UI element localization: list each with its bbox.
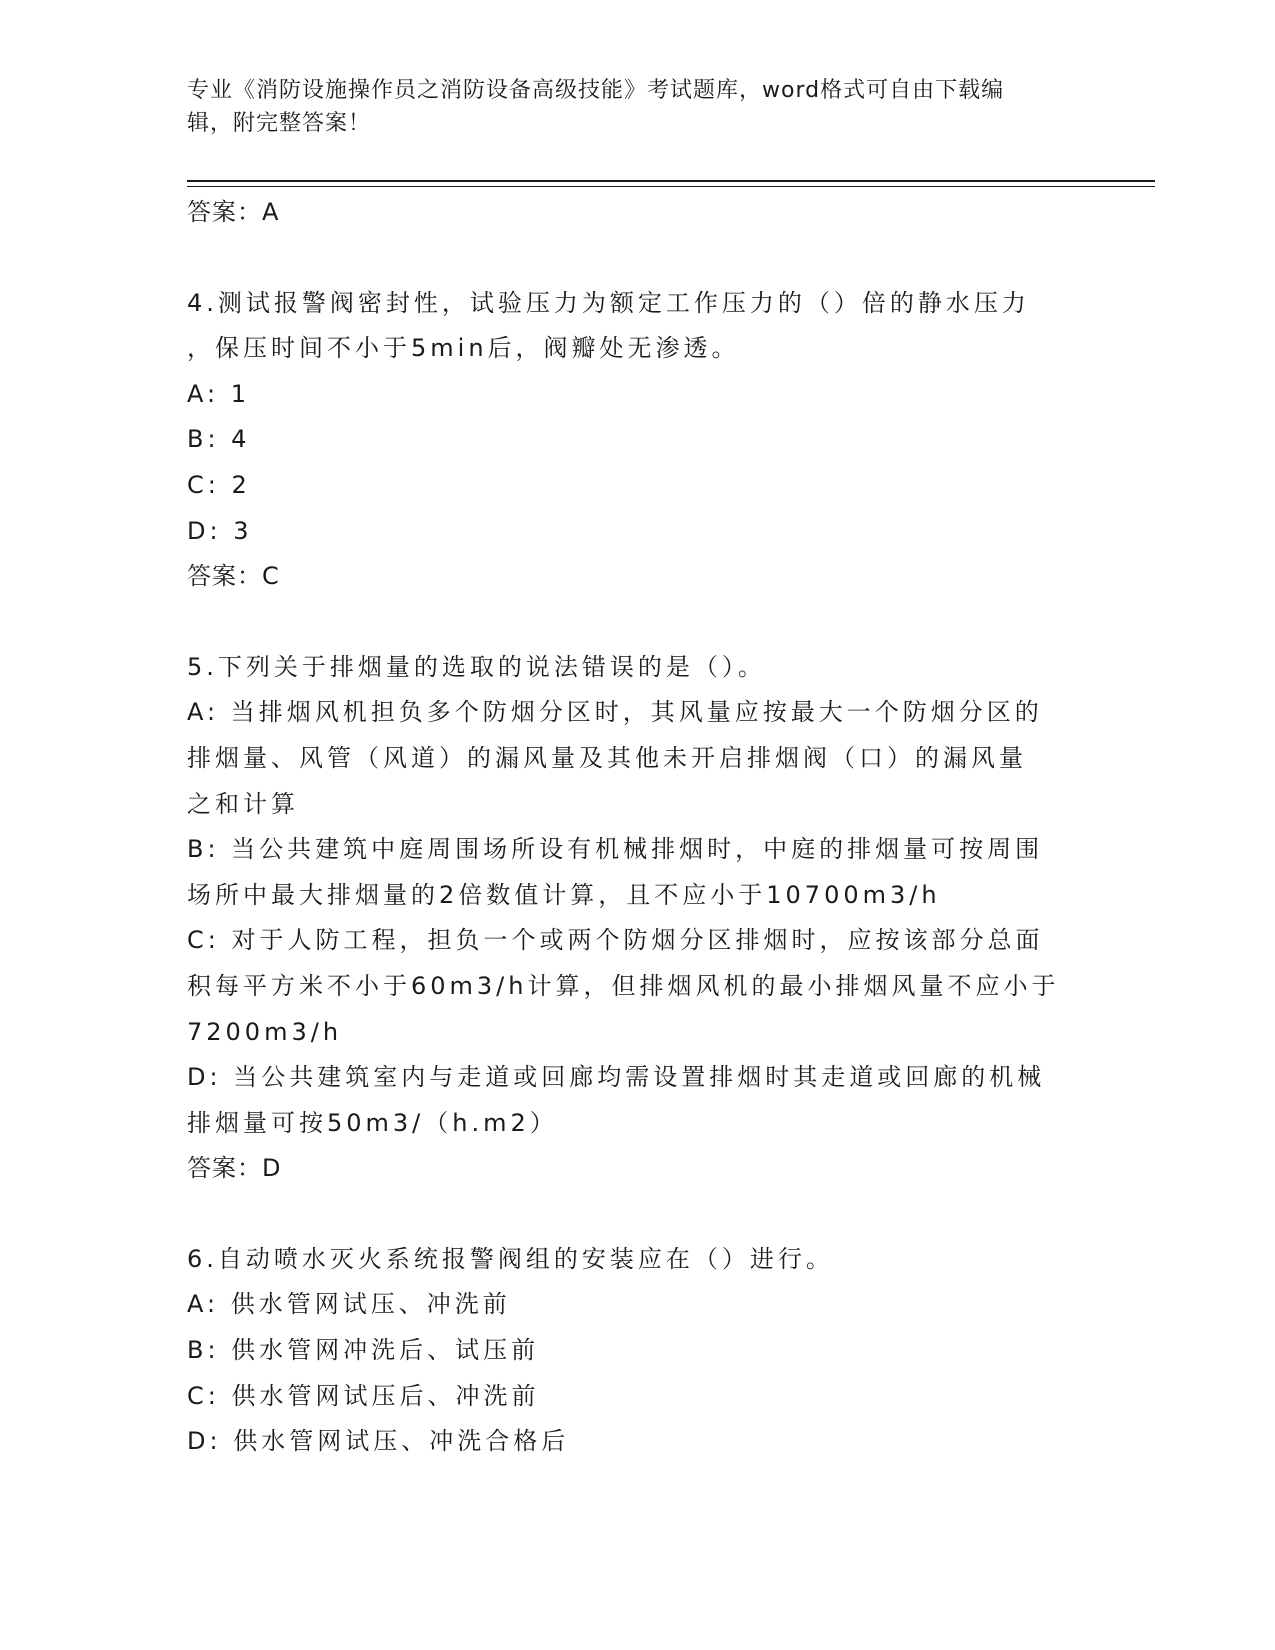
question-6-line-1: 6.自动喷水灭火系统报警阀组的安装应在（）进行。 xyxy=(187,1244,834,1273)
question-4 xyxy=(187,281,1067,600)
question-4-option-a: A: 1 xyxy=(187,379,250,408)
question-4-line-1: 4.测试报警阀密封性，试验压力为额定工作压力的（）倍的静水压力 xyxy=(187,288,1030,317)
header-line-1: 专业《消防设施操作员之消防设备高级技能》考试题库，word格式可自由下载编 xyxy=(187,78,1005,103)
question-5-option-d-line-1: D: 当公共建筑室内与走道或回廊均需设置排烟时其走道或回廊的机械 xyxy=(187,1063,1046,1092)
answer-q5: 答案：D xyxy=(187,1154,282,1183)
question-5-option-d-line-2: 排烟量可按50m3/（h.m2） xyxy=(187,1108,558,1137)
question-6 xyxy=(187,1237,1067,1465)
question-5-option-b-line-2: 场所中最大排烟量的2倍数值计算，且不应小于10700m3/h xyxy=(187,880,941,909)
header-line-2: 辑，附完整答案！ xyxy=(187,111,372,136)
question-content xyxy=(187,190,1067,1465)
question-5-option-c-line-2: 积每平方米不小于60m3/h计算，但排烟风机的最小排烟风量不应小于 xyxy=(187,971,1060,1000)
answer-q3: 答案：A xyxy=(187,198,280,226)
header-rule-thick xyxy=(187,180,1155,182)
question-5-option-a-line-2: 排烟量、风管（风道）的漏风量及其他未开启排烟阀（口）的漏风量 xyxy=(187,743,1027,772)
question-5-option-a-line-1: A: 当排烟风机担负多个防烟分区时，其风量应按最大一个防烟分区的 xyxy=(187,698,1043,727)
question-4-option-c: C: 2 xyxy=(187,470,251,499)
question-6-option-c: C: 供水管网试压后、冲洗前 xyxy=(187,1381,540,1410)
header-rule-thin xyxy=(187,186,1155,187)
question-6-option-a: A: 供水管网试压、冲洗前 xyxy=(187,1290,511,1319)
spacer xyxy=(187,600,1067,645)
answer-q4: 答案：C xyxy=(187,562,280,591)
spacer xyxy=(187,236,1067,281)
question-5-option-a-line-3: 之和计算 xyxy=(187,789,299,818)
question-5-option-c-line-3: 7200m3/h xyxy=(187,1017,343,1046)
document-header xyxy=(187,74,1067,140)
question-5-line-1: 5.下列关于排烟量的选取的说法错误的是（）。 xyxy=(187,652,766,681)
question-4-option-b: B: 4 xyxy=(187,425,251,454)
question-5 xyxy=(187,645,1067,1192)
question-4-line-2: ，保压时间不小于5min后，阀瓣处无渗透。 xyxy=(187,334,740,363)
question-6-option-b: B: 供水管网冲洗后、试压前 xyxy=(187,1336,540,1365)
question-4-option-d: D: 3 xyxy=(187,516,253,545)
question-5-option-b-line-1: B: 当公共建筑中庭周围场所设有机械排烟时，中庭的排烟量可按周围 xyxy=(187,835,1044,864)
spacer xyxy=(187,1192,1067,1237)
question-5-option-c-line-1: C: 对于人防工程，担负一个或两个防烟分区排烟时，应按该部分总面 xyxy=(187,926,1044,955)
question-6-option-d: D: 供水管网试压、冲洗合格后 xyxy=(187,1427,570,1456)
